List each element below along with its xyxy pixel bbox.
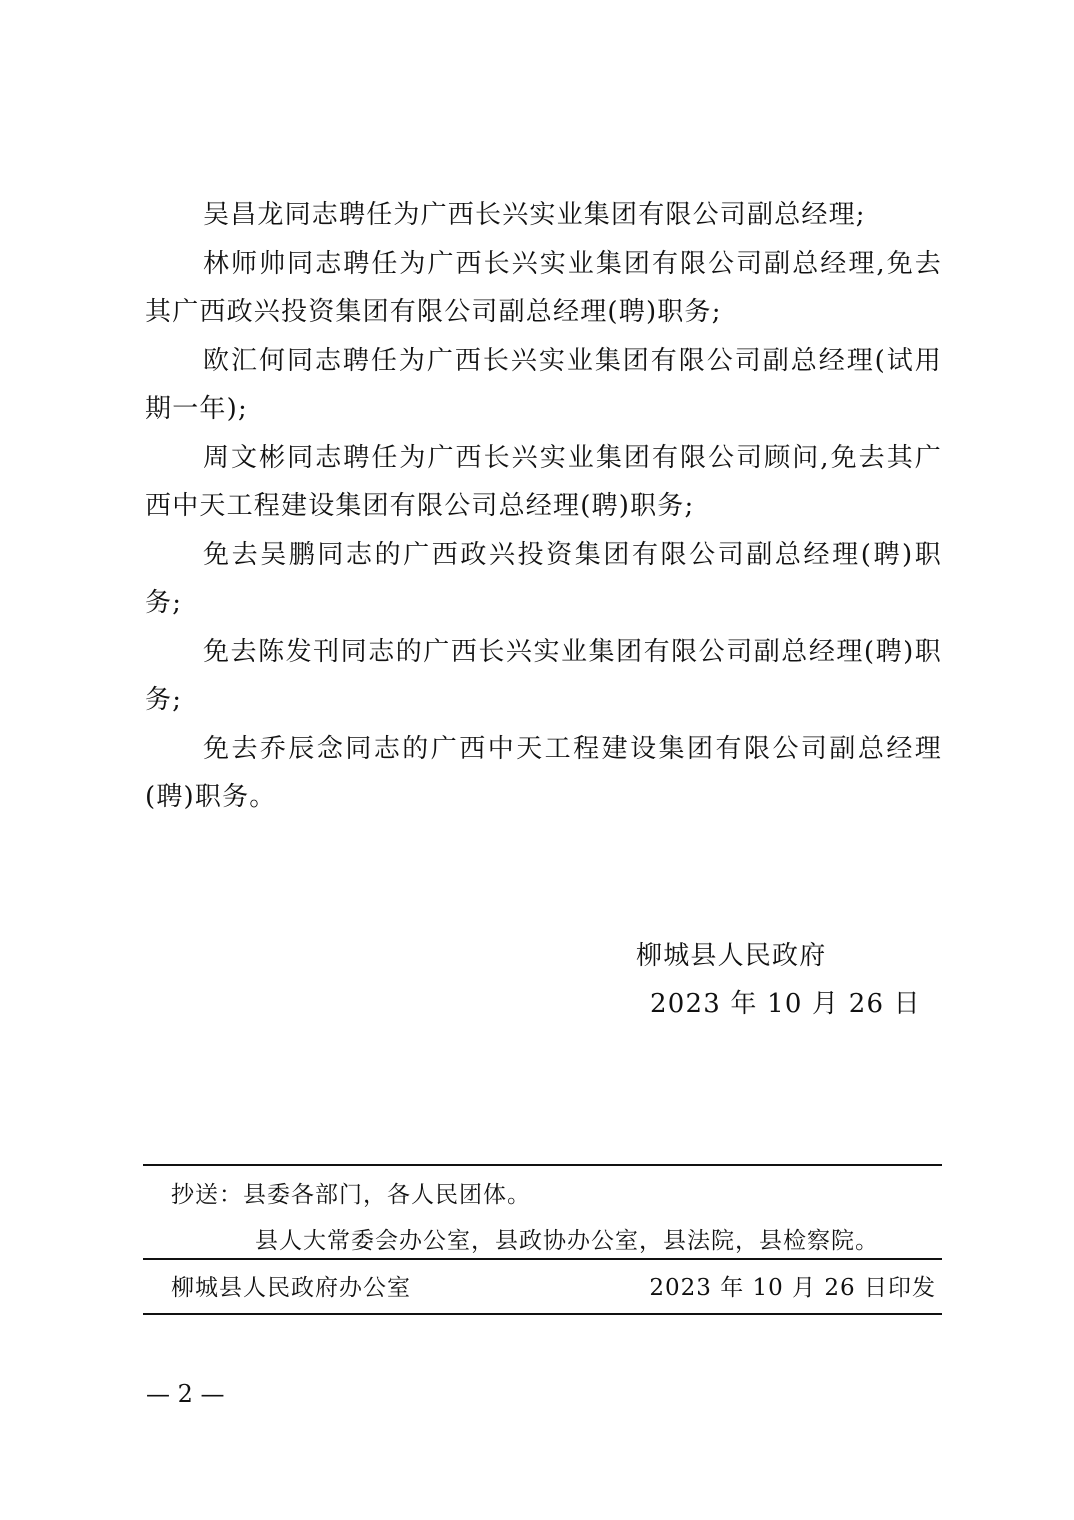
top-divider [143, 1164, 942, 1166]
appointment-paragraph: 林师帅同志聘任为广西长兴实业集团有限公司副总经理,免去其广西政兴投资集团有限公司副总经理(聘)职务; [145, 248, 942, 327]
signature-date: 2023 年 10 月 26 日 [650, 989, 921, 1019]
copy-to-line: 县人大常委会办公室，县政协办公室，县法院，县检察院。 [255, 1228, 879, 1254]
dismissal-paragraph: 免去乔辰念同志的广西中天工程建设集团有限公司副总经理(聘)职务。 [145, 733, 942, 812]
issue-date: 2023 年 10 月 26 日印发 [649, 1275, 936, 1301]
bottom-divider [143, 1313, 942, 1315]
signature-block [636, 934, 921, 1026]
dismissal-paragraph: 免去陈发刊同志的广西长兴实业集团有限公司副总经理(聘)职务; [145, 636, 942, 715]
appointment-paragraph: 周文彬同志聘任为广西长兴实业集团有限公司顾问,免去其广西中天工程建设集团有限公司总经理(聘)职务; [145, 442, 942, 521]
middle-divider [143, 1258, 942, 1260]
dismissal-paragraph: 免去吴鹏同志的广西政兴投资集团有限公司副总经理(聘)职务; [145, 539, 942, 618]
appointment-paragraph: 吴昌龙同志聘任为广西长兴实业集团有限公司副总经理; [203, 200, 866, 230]
issuer-row [143, 1271, 942, 1305]
appointment-paragraph: 欧汇何同志聘任为广西长兴实业集团有限公司副总经理(试用期一年); [145, 345, 942, 424]
signature-organization: 柳城县人民政府 [636, 941, 827, 971]
copy-to-line: 抄送：县委各部门，各人民团体。 [171, 1182, 531, 1208]
appointment-list [145, 191, 942, 822]
page-number: — 2 — [146, 1380, 225, 1408]
issuer-organization: 柳城县人民政府办公室 [171, 1275, 411, 1301]
